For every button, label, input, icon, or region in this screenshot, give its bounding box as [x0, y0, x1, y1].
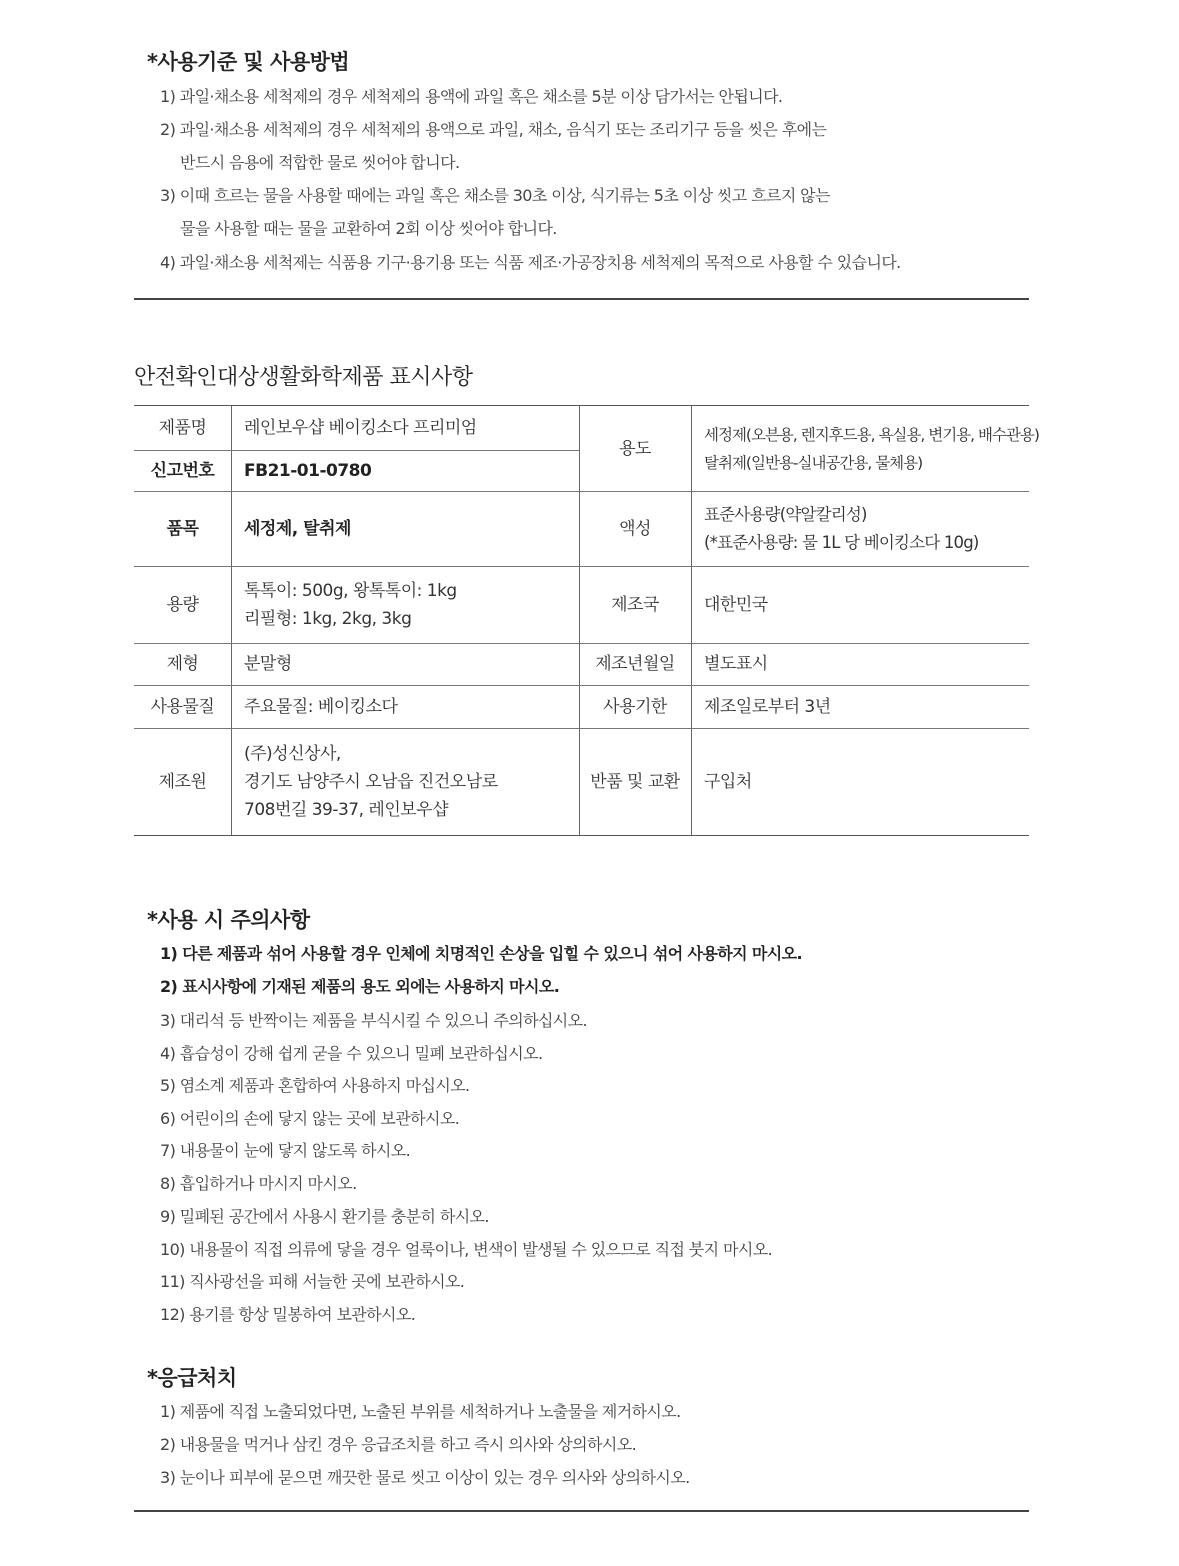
- form-value: 분말형: [244, 654, 292, 674]
- caution-line: 7) 내용물이 눈에 닿지 않도록 하시오.: [160, 1141, 411, 1160]
- item-label: 품목: [166, 518, 199, 539]
- usage-line: 물을 사용할 때는 물을 교환하여 2회 이상 씻어야 합니다.: [180, 219, 557, 238]
- usage-line: 반드시 음용에 적합한 물로 씻어야 합니다.: [180, 153, 460, 172]
- label-title: 안전확인대상생활화학제품 표시사항: [134, 365, 473, 390]
- capacity-value: 톡톡이: 500g, 왕톡톡이: 1kg 리필형: 1kg, 2kg, 3kg: [244, 580, 457, 629]
- usage-line: 2) 과일·채소용 세척제의 경우 세척제의 용액으로 과일, 채소, 음식기 또는 조리기구 등을 씻은 후에는: [160, 120, 827, 139]
- caution-line: 6) 어린이의 손에 닿지 않는 곳에 보관하시오.: [160, 1109, 460, 1128]
- caution-line: 3) 대리석 등 반짝이는 제품을 부식시킬 수 있으니 주의하십시오.: [160, 1011, 587, 1030]
- section-divider: [134, 298, 1029, 300]
- country-label: 제조국: [611, 594, 659, 615]
- usage-line: 4) 과일·채소용 세척제는 식품용 기구·용기용 또는 식품 제조·가공장치용 세척제의 목적으로 사용할 수 있습니다.: [160, 253, 901, 272]
- caution-line: 8) 흡입하거나 마시지 마시오.: [160, 1174, 357, 1193]
- product-name-value: 레인보우샵 베이킹소다 프리미엄: [244, 418, 477, 438]
- usage-line: 1) 과일·채소용 세척제의 경우 세척제의 용액에 과일 혹은 채소를 5분 이상 담가서는 안됩니다.: [160, 87, 783, 106]
- cautions-title: *사용 시 주의사항: [147, 908, 310, 932]
- return-value: 구입처: [704, 771, 752, 792]
- return-label: 반품 및 교환: [590, 771, 680, 792]
- capacity-label: 용량: [166, 594, 199, 615]
- first-aid-line: 2) 내용물을 먹거나 삼킨 경우 응급조치를 하고 즉시 의사와 상의하시오.: [160, 1435, 637, 1454]
- expiry-value: 제조일로부터 3년: [704, 696, 831, 717]
- maker-value: (주)성신상사, 경기도 남양주시 오남읍 진건오남로 708번길 39-37, 레인보우샵: [244, 743, 498, 820]
- use-label: 용도: [619, 438, 651, 459]
- report-no-value: FB21-01-0780: [244, 460, 372, 481]
- country-value: 대한민국: [704, 594, 768, 615]
- form-label: 제형: [166, 654, 199, 674]
- report-no-label: 신고번호: [150, 460, 215, 481]
- material-label: 사용물질: [150, 696, 215, 717]
- usage-line: 3) 이때 흐르는 물을 사용할 때에는 과일 혹은 채소를 30초 이상, 식기류는 5초 이상 씻고 흐르지 않는: [160, 186, 830, 205]
- caution-line: 2) 표시사항에 기재된 제품의 용도 외에는 사용하지 마시오.: [160, 977, 560, 996]
- use-value: 세정제(오븐용, 렌지후드용, 욕실용, 변기용, 배수관용) 탈취제(일반용-실내공간용, 물체용): [704, 425, 1039, 472]
- caution-line: 5) 염소계 제품과 혼합하여 사용하지 마십시오.: [160, 1076, 470, 1095]
- caution-line: 9) 밀폐된 공간에서 사용시 환기를 충분히 하시오.: [160, 1207, 489, 1226]
- liquid-label: 액성: [619, 518, 651, 539]
- mfg-date-label: 제조년월일: [595, 654, 675, 674]
- first-aid-line: 1) 제품에 직접 노출되었다면, 노출된 부위를 세척하거나 노출물을 제거하시오.: [160, 1402, 681, 1421]
- caution-line: 4) 흡습성이 강해 쉽게 굳을 수 있으니 밀폐 보관하십시오.: [160, 1044, 543, 1063]
- caution-line: 10) 내용물이 직접 의류에 닿을 경우 얼룩이나, 변색이 발생될 수 있으므로 직접 붓지 마시오.: [160, 1240, 773, 1259]
- item-value: 세정제, 탈취제: [244, 518, 351, 539]
- caution-line: 11) 직사광선을 피해 서늘한 곳에 보관하시오.: [160, 1272, 465, 1291]
- first-aid-title: *응급처치: [147, 1366, 237, 1390]
- caution-line: 1) 다른 제품과 섞어 사용할 경우 인체에 치명적인 손상을 입힐 수 있으니 섞어 사용하지 마시오.: [160, 944, 802, 963]
- first-aid-line: 3) 눈이나 피부에 묻으면 깨끗한 물로 씻고 이상이 있는 경우 의사와 상의하시오.: [160, 1468, 690, 1487]
- material-value: 주요물질: 베이킹소다: [244, 696, 398, 717]
- label-table: [134, 405, 1039, 836]
- usage-title: *사용기준 및 사용방법: [147, 50, 350, 74]
- expiry-label: 사용기한: [603, 696, 667, 717]
- product-name-label: 제품명: [158, 418, 207, 438]
- caution-line: 12) 용기를 항상 밀봉하여 보관하시오.: [160, 1305, 416, 1324]
- liquid-value: 표준사용량(약알칼리성) (*표준사용량: 물 1L 당 베이킹소다 10g): [704, 504, 979, 552]
- mfg-date-value: 별도표시: [704, 654, 768, 674]
- section-divider: [134, 1510, 1029, 1512]
- maker-label: 제조원: [158, 771, 207, 792]
